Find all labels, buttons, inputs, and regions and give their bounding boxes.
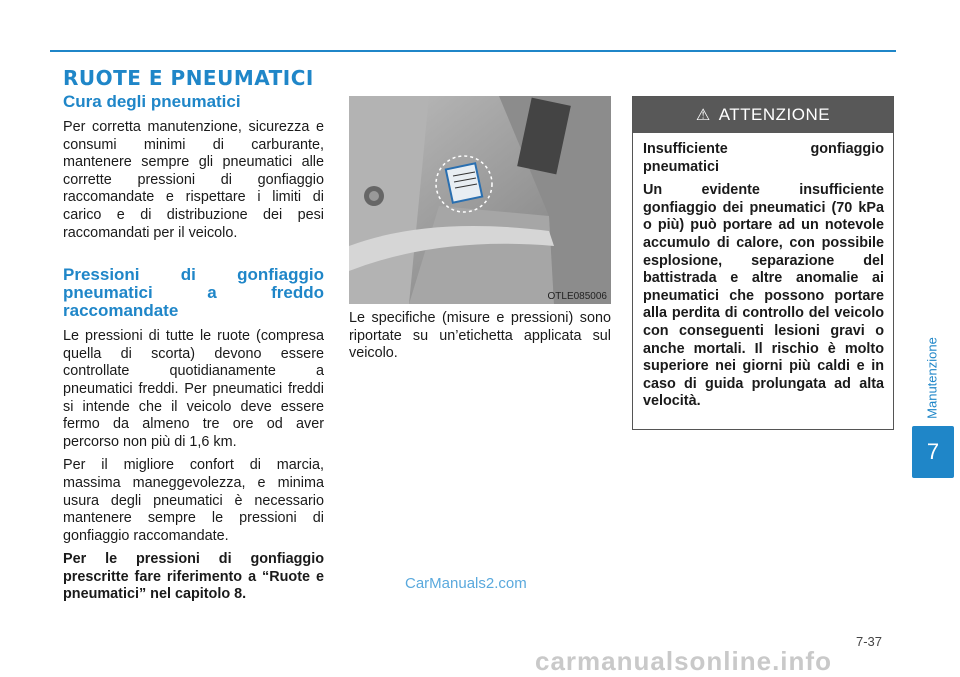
warning-box: [632, 96, 894, 430]
section-title: RUOTE E PNEUMATICI: [63, 66, 314, 90]
warning-body: [633, 133, 893, 411]
warning-header: [633, 97, 893, 133]
paragraph-pressure-check: Le pressioni di tutte le ruote (compresa quella di scorta) devono essere controllate quotidianamente a pneumatici freddi. Per pneumatici freddi si intende che il veicolo deve essere fermo da almeno tre ore od aver percorso non più di 1,6 km.: [63, 328, 324, 450]
left-column: [63, 93, 324, 610]
paragraph-tire-care: Per corretta manutenzione, sicurezza e consumi minimi di carburante, mantenere sempre gli pneumatici alle corrette pressioni di gonfiaggio raccomandate e rispettare i limiti di carico e di distribuzione dei pesi raccomandati per il veicolo.: [63, 119, 324, 241]
caption-column: [349, 310, 611, 369]
warning-subtitle: Insufficiente gonfiaggio pneumatici: [643, 141, 884, 175]
footer-watermark: carmanualsonline.info: [535, 646, 832, 676]
warning-triangle-icon: ⚠: [695, 107, 711, 124]
warning-title: ATTENZIONE: [718, 105, 831, 124]
header-rule: [50, 50, 896, 52]
heading-cold-pressure: Pressioni di gonfiaggio pneumatici a freddo raccomandate: [63, 265, 324, 321]
page-number: 7-37: [856, 634, 883, 649]
figure-code: OTLE085006: [547, 291, 607, 302]
door-pillar-illustration: [349, 96, 611, 304]
paragraph-comfort: Per il migliore confort di marcia, massima maneggevolezza, e minima usura degli pneumatici è necessario mantenere sempre le pressioni di gonfiaggio raccomandate.: [63, 457, 324, 544]
side-label-text: Manutenzione: [924, 336, 940, 419]
warning-text: Un evidente insufficiente gonfiaggio dei pneumatici (70 kPa o più) può portare ad un notevole accumulo di calore, con possibile esplosione, separazione del battistrada e altre anomalie ai pneumatici che possono portare alla perdita di controllo del veicolo con conseguenti lesioni gravi o anche mortali. Il rischio è molto superiore nei giorni più caldi e in caso di guida prolungata ad alta velocità.: [643, 182, 884, 410]
heading-tire-care: Cura degli pneumatici: [63, 92, 241, 111]
door-pillar-label-figure: [349, 96, 611, 304]
figure-caption: Le specifiche (misure e pressioni) sono riportate su un’etichetta applicata sul veicolo.: [349, 310, 611, 362]
paragraph-reference: Per le pressioni di gonfiaggio prescritte fare riferimento a “Ruote e pneumatici” nel capitolo 8.: [63, 551, 324, 603]
chapter-tab: 7: [912, 426, 954, 478]
watermark-link[interactable]: CarManuals2.com: [405, 575, 527, 592]
side-section-label: [923, 330, 941, 425]
